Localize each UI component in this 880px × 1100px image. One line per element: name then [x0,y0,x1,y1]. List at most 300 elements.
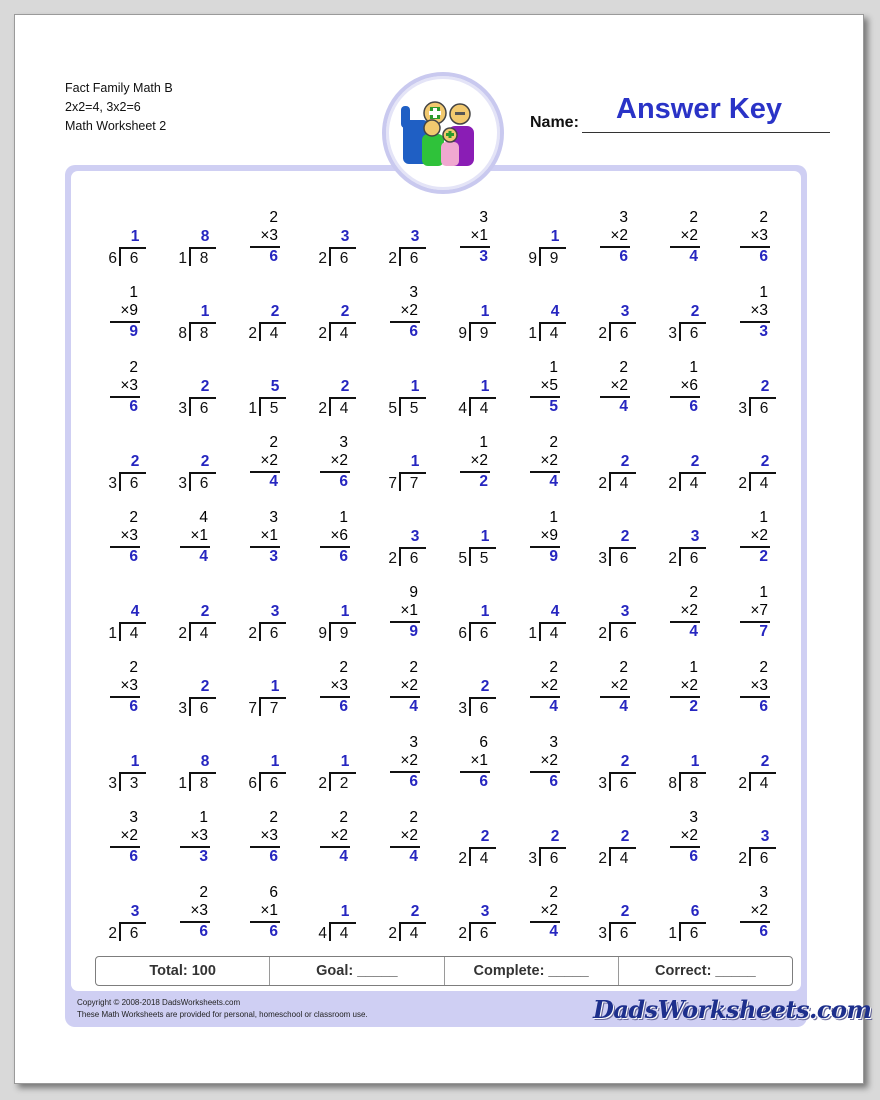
quotient-answer: 5 [270,378,280,395]
factor-top: 2 [199,884,208,901]
factor-operator: ×2 [540,677,558,694]
factor-top: 1 [549,359,558,376]
divisor: 2 [458,850,467,867]
dividend: 4 [549,325,559,342]
factor-operator: ×2 [680,677,698,694]
multiplication-problem [100,355,152,419]
division-bar [261,772,286,774]
division-bar [191,397,216,399]
dividend: 4 [339,325,349,342]
dividend: 6 [689,325,699,342]
factor-top: 2 [269,809,278,826]
problem-grid [71,171,801,991]
division-problem [730,730,782,794]
product-answer: 4 [689,248,698,265]
divisor: 1 [108,625,117,642]
division-bracket [399,547,401,566]
product-answer: 6 [339,473,348,490]
division-bar [331,922,356,924]
dividend: 6 [269,625,279,642]
product-answer: 4 [269,473,278,490]
divisor: 2 [318,325,327,342]
quotient-answer: 2 [480,678,490,695]
factor-operator: ×1 [470,752,488,769]
dividend: 6 [759,850,769,867]
division-bracket [259,622,261,641]
dividend: 6 [129,250,139,267]
multiplication-problem [730,280,782,344]
quotient-answer: 2 [760,453,770,470]
division-bar [191,772,216,774]
factor-operator: ×3 [260,827,278,844]
factor-operator: ×2 [540,452,558,469]
factor-operator: ×2 [540,902,558,919]
quotient-answer: 2 [550,828,560,845]
product-answer: 6 [759,698,768,715]
division-bracket [749,772,751,791]
factor-top: 3 [129,809,138,826]
dividend: 5 [269,400,279,417]
factor-operator: ×2 [400,827,418,844]
quotient-answer: 1 [410,378,420,395]
product-answer: 2 [479,473,488,490]
dividend: 6 [199,700,209,717]
multiplication-problem [730,580,782,644]
division-bracket [679,547,681,566]
division-bar [191,247,216,249]
product-answer: 6 [129,848,138,865]
quotient-answer: 2 [200,378,210,395]
factor-top: 1 [339,509,348,526]
factor-top: 2 [689,209,698,226]
product-answer: 9 [409,623,418,640]
factor-operator: ×1 [400,602,418,619]
division-problem [450,880,502,944]
factor-top: 2 [759,209,768,226]
division-problem [730,805,782,869]
factor-top: 2 [339,659,348,676]
product-answer: 6 [129,398,138,415]
factor-top: 2 [619,359,628,376]
product-answer: 4 [409,698,418,715]
division-problem [660,505,712,569]
factor-top: 3 [549,734,558,751]
multiplication-problem [520,880,572,944]
footer-notice [77,997,368,1021]
factor-operator: ×2 [540,752,558,769]
multiplication-problem [730,655,782,719]
factor-operator: ×3 [120,377,138,394]
quotient-answer: 2 [130,453,140,470]
multiplication-problem [380,805,432,869]
divisor: 4 [458,400,467,417]
multiplication-problem [730,505,782,569]
division-bracket [539,847,541,866]
factor-top: 3 [339,434,348,451]
multiplication-problem [100,805,152,869]
quotient-answer: 2 [690,453,700,470]
multiplication-problem [310,430,362,494]
divisor: 5 [388,400,397,417]
quotient-answer: 1 [130,228,140,245]
dividend: 6 [689,550,699,567]
divisor: 2 [598,850,607,867]
dividend: 9 [549,250,559,267]
dividend: 4 [479,850,489,867]
divisor: 2 [248,625,257,642]
divisor: 2 [388,250,397,267]
problem-frame [65,165,872,1027]
quotient-answer: 2 [760,378,770,395]
dividend: 6 [129,925,139,942]
divisor: 7 [248,700,257,717]
quotient-answer: 2 [200,678,210,695]
name-field [530,93,832,133]
dividend: 6 [549,850,559,867]
division-bar [541,622,566,624]
dividend: 6 [199,400,209,417]
product-answer: 6 [129,548,138,565]
factor-top: 2 [409,809,418,826]
divisor: 1 [528,625,537,642]
division-problem [100,730,152,794]
division-bar [191,472,216,474]
division-bar [121,472,146,474]
product-answer: 6 [409,773,418,790]
factor-top: 2 [409,659,418,676]
factor-operator: ×2 [470,452,488,469]
dividend: 6 [479,925,489,942]
divisor: 2 [738,475,747,492]
division-problem [450,580,502,644]
divisor: 6 [248,775,257,792]
factor-operator: ×3 [330,677,348,694]
quotient-answer: 1 [480,303,490,320]
divisor: 3 [598,550,607,567]
factor-operator: ×3 [120,677,138,694]
quotient-answer: 8 [200,228,210,245]
division-problem [170,430,222,494]
division-bracket [189,697,191,716]
dividend: 8 [689,775,699,792]
division-bar [261,697,286,699]
quotient-answer: 2 [340,303,350,320]
dividend: 3 [129,775,139,792]
division-bracket [609,772,611,791]
division-problem [450,805,502,869]
factor-top: 2 [129,659,138,676]
division-bracket [609,847,611,866]
division-bracket [189,772,191,791]
quotient-answer: 1 [270,678,280,695]
product-answer: 6 [269,923,278,940]
quotient-answer: 2 [620,753,630,770]
dividend: 6 [619,550,629,567]
division-bar [261,322,286,324]
copyright-text: Copyright © 2008-2018 DadsWorksheets.com [77,998,241,1007]
quotient-answer: 2 [690,303,700,320]
division-problem [450,655,502,719]
factor-top: 1 [199,809,208,826]
multiplication-problem [730,205,782,269]
multiplication-problem [730,880,782,944]
division-problem [310,205,362,269]
product-answer: 4 [199,548,208,565]
factor-top: 3 [269,509,278,526]
divisor: 7 [388,475,397,492]
worksheet-title: Fact Family Math B [65,81,173,95]
quotient-answer: 2 [410,903,420,920]
division-problem [450,280,502,344]
dividend: 4 [759,475,769,492]
quotient-answer: 2 [620,828,630,845]
factor-operator: ×2 [120,827,138,844]
multiplication-problem [660,580,712,644]
factor-top: 2 [549,884,558,901]
dividend: 6 [479,700,489,717]
division-bar [471,922,496,924]
multiplication-problem [310,655,362,719]
divisor: 3 [178,400,187,417]
dividend: 4 [619,475,629,492]
complete-field: Complete: _____ [445,957,619,985]
product-answer: 3 [269,548,278,565]
dividend: 8 [199,250,209,267]
multiplication-problem [170,880,222,944]
product-answer: 6 [759,248,768,265]
division-bracket [329,922,331,941]
product-answer: 4 [549,923,558,940]
factor-top: 2 [549,434,558,451]
division-bar [751,772,776,774]
product-answer: 2 [689,698,698,715]
division-problem [100,205,152,269]
quotient-answer: 3 [760,828,770,845]
division-bracket [119,247,121,266]
dividend: 2 [339,775,349,792]
multiplication-problem [590,205,642,269]
divisor: 2 [738,850,747,867]
quotient-answer: 6 [690,903,700,920]
division-problem [730,355,782,419]
division-bar [401,547,426,549]
divisor: 2 [108,925,117,942]
division-problem [590,430,642,494]
dividend: 6 [689,925,699,942]
factor-operator: ×3 [190,902,208,919]
divisor: 1 [178,775,187,792]
division-bracket [259,772,261,791]
divisor: 9 [318,625,327,642]
division-bar [471,547,496,549]
division-bar [751,847,776,849]
division-bar [611,322,636,324]
division-problem [100,430,152,494]
product-answer: 9 [129,323,138,340]
division-bracket [679,472,681,491]
division-problem [380,205,432,269]
multiplication-problem [590,655,642,719]
dividend: 6 [619,775,629,792]
division-bracket [189,622,191,641]
divisor: 3 [528,850,537,867]
factor-top: 2 [269,209,278,226]
division-bar [121,922,146,924]
factor-operator: ×3 [750,227,768,244]
factor-operator: ×2 [330,827,348,844]
divisor: 2 [318,400,327,417]
division-bar [331,772,356,774]
dividend: 4 [759,775,769,792]
worksheet-info [65,79,173,136]
multiplication-problem [520,505,572,569]
division-problem [170,280,222,344]
multiplication-problem [170,805,222,869]
factor-operator: ×2 [750,527,768,544]
product-answer: 3 [479,248,488,265]
factor-top: 3 [409,734,418,751]
factor-top: 6 [269,884,278,901]
product-answer: 3 [759,323,768,340]
division-problem [590,805,642,869]
name-underline [582,132,830,133]
divisor: 8 [178,325,187,342]
product-answer: 4 [619,698,628,715]
division-bar [681,922,706,924]
name-label: Name: [530,114,579,131]
dividend: 9 [479,325,489,342]
usage-text: These Math Worksheets are provided for personal, homeschool or classroom use. [77,1010,368,1019]
quotient-answer: 2 [620,903,630,920]
quotient-answer: 3 [690,528,700,545]
division-bar [471,847,496,849]
division-bar [191,622,216,624]
division-bracket [609,622,611,641]
division-bar [261,397,286,399]
factor-operator: ×2 [750,902,768,919]
factor-operator: ×3 [750,302,768,319]
factor-operator: ×7 [750,602,768,619]
multiplication-problem [380,655,432,719]
multiplication-problem [520,730,572,794]
dividend: 6 [479,625,489,642]
factor-top: 2 [129,509,138,526]
factor-operator: ×3 [260,227,278,244]
division-bracket [539,247,541,266]
division-problem [310,580,362,644]
divisor: 3 [178,700,187,717]
division-bar [611,847,636,849]
product-answer: 6 [689,398,698,415]
quotient-answer: 2 [340,378,350,395]
dividend: 4 [409,925,419,942]
division-bar [611,922,636,924]
dividend: 6 [619,325,629,342]
dividend: 7 [269,700,279,717]
worksheet-page [14,14,872,1084]
division-problem [380,355,432,419]
divisor: 9 [528,250,537,267]
dividend: 4 [129,625,139,642]
dividend: 4 [689,475,699,492]
division-bracket [329,397,331,416]
factor-top: 2 [689,584,698,601]
multiplication-problem [310,805,362,869]
multiplication-problem [450,430,502,494]
factor-top: 2 [129,359,138,376]
product-answer: 4 [689,623,698,640]
division-bracket [469,397,471,416]
multiplication-problem [100,505,152,569]
division-bracket [399,247,401,266]
worksheet-number: Math Worksheet 2 [65,119,167,133]
divisor: 2 [598,625,607,642]
division-bar [331,622,356,624]
product-answer: 9 [549,548,558,565]
division-bracket [399,397,401,416]
division-bracket [329,322,331,341]
division-problem [240,355,292,419]
division-problem [520,205,572,269]
multiplication-problem [380,280,432,344]
division-bar [401,247,426,249]
factor-operator: ×2 [680,827,698,844]
division-bar [261,622,286,624]
quotient-answer: 1 [340,903,350,920]
factor-operator: ×6 [330,527,348,544]
correct-field: Correct: _____ [655,963,756,979]
multiplication-problem [520,430,572,494]
factor-top: 3 [689,809,698,826]
division-bracket [329,772,331,791]
multiplication-problem [240,805,292,869]
division-bar [611,772,636,774]
factor-top: 2 [759,659,768,676]
quotient-answer: 2 [480,828,490,845]
division-problem [240,655,292,719]
division-bar [121,772,146,774]
division-problem [170,730,222,794]
division-problem [520,280,572,344]
product-answer: 6 [269,848,278,865]
dividend: 4 [339,400,349,417]
multiplication-problem [450,205,502,269]
divisor: 2 [388,550,397,567]
quotient-answer: 1 [270,753,280,770]
divisor: 2 [178,625,187,642]
divisor: 6 [108,250,117,267]
division-bracket [749,472,751,491]
multiplication-problem [660,655,712,719]
division-problem [590,280,642,344]
divisor: 2 [248,325,257,342]
division-bar [191,697,216,699]
factor-top: 9 [409,584,418,601]
factor-operator: ×5 [540,377,558,394]
factor-top: 1 [759,584,768,601]
dividend: 5 [479,550,489,567]
division-bracket [609,472,611,491]
total-count: Total: 100 [96,957,270,985]
factor-top: 4 [199,509,208,526]
divisor: 1 [178,250,187,267]
quotient-answer: 4 [550,603,560,620]
multiplication-problem [240,205,292,269]
division-bracket [189,472,191,491]
divisor: 3 [108,475,117,492]
multiplication-problem [100,655,152,719]
division-bracket [119,922,121,941]
